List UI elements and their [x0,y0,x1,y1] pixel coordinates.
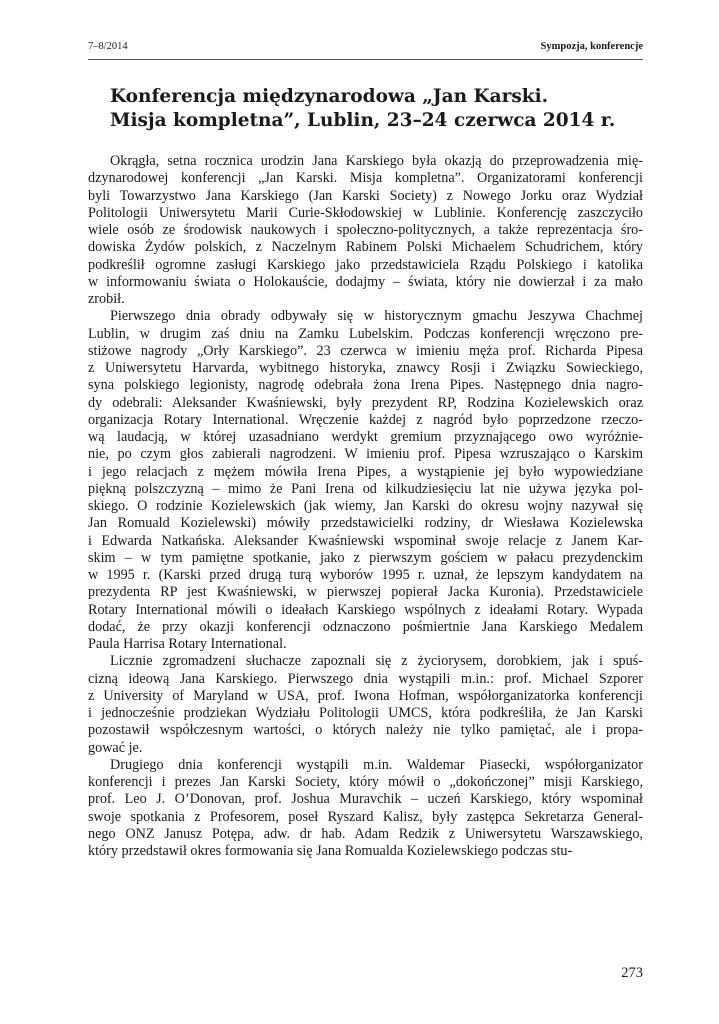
text-line: wą laudacją, w której uzasadniano werdykt gremium przyznającego owo wyróżnie- [88,429,643,445]
text-line: prof. Leo J. O’Donovan, prof. Joshua Muravchik – uczeń Karskiego, który wspominał [88,791,643,808]
text-line: który przedstawił okres formowania się Jana Romualda Kozielewskiego podczas stu- [88,843,573,859]
text-line: konferencji i prezes Jan Karski Society, który mówił o „dokończonej” misji Karskiego, [88,774,643,790]
text-line: prezydenta RP jest Kwaśniewski, w pierwszej popierał Jacka Kuronia). Przedstawiciele [88,584,643,601]
text-line: pozostawił współczesnym wartości, o których należy nie tylko pamiętać, ale i propa- [88,722,643,739]
text-line: Licznie zgromadzeni słuchacze zapoznali się z życiorysem, dorobkiem, jak i spuś- [110,653,643,670]
text-line: Politologii Uniwersytetu Marii Curie-Skłodowskiej w Lublinie. Konferencję zaszczyciło [88,204,643,221]
text-line: w informowaniu świata o Holokauście, dodajmy – świata, który nie dowierzał i za mało [88,273,643,290]
text-line: byli Towarzystwo Jana Karskiego (Jan Karski Society) z Nowego Jorku oraz Wydział [88,187,643,204]
text-line: wiele osób ze środowisk naukowych i społeczno-politycznych, a także reprezentacja śro- [88,222,643,238]
text-line: stiżowe nagrody „Orły Karskiego”. 23 czerwca w imieniu męża prof. Richarda Pipesa [88,342,643,359]
paragraph [88,757,643,861]
text-line: z Uniwersytetu Harvarda, wybitnego historyka, znawcy Rosji i Związku Sowieckiego, [88,360,643,376]
paragraph [88,153,643,308]
text-line: cizną ideową Jana Karskiego. Pierwszego dnia wystąpili m.in.: prof. Michael Szporer [88,670,643,687]
paragraph [88,653,643,757]
text-line: i Edwarda Natkańska. Aleksander Kwaśniewski wspominał swoje relacje z Janem Kar- [88,532,643,549]
text-line: skim – w tym pamiętne spotkanie, jako z pierwszym gościem w pałacu prezydenckim [88,549,643,566]
text-line: Jan Romuald Kozielewski) mówiły przedstawicielki rodziny, dr Wiesława Kozielewska [88,515,643,532]
text-line: Okrągła, setna rocznica urodzin Jana Karskiego była okazją do przeprowadzenia mię- [110,153,643,169]
running-header [88,41,643,57]
text-line: z University of Maryland w USA, prof. Iwona Hofman, współorganizatorka konferencji [88,687,643,704]
text-line: Paula Harrisa Rotary International. [88,636,287,652]
section-title: Sympozja, konferencje [540,41,643,52]
text-line: Lublin, w drugim zaś dniu na Zamku Lubelskim. Podczas konferencji wręczono pre- [88,325,643,342]
text-line: zrobił. [88,291,125,307]
text-line: piękną polszczyzną – mimo że Pani Irena od kilkudziesięciu lat nie używa języka pol- [88,480,643,497]
paragraph [88,308,643,653]
article-body [88,153,643,860]
article-title [110,85,630,133]
article-title-line: Misja kompletna”, Lublin, 23–24 czerwca 2014 r. [110,110,616,132]
text-line: nego ONZ Janusz Potępa, adw. dr hab. Adam Redzik z Uniwersytetu Warszawskiego, [88,825,643,842]
text-line: swoje spotkania z Profesorem, poseł Ryszard Kalisz, były zastępca Sekretarza General- [88,808,643,825]
text-line: gować je. [88,739,143,756]
text-line: i jednocześnie prodziekan Wydziału Politologii UMCS, która podkreśliła, że Jan Karski [88,705,643,721]
text-line: dowiska Żydów polskich, z Naczelnym Rabinem Polski Michaelem Schudrichem, który [88,239,643,256]
page-number: 273 [621,965,643,981]
text-line: dzynarodowej konferencji „Jan Karski. Misja kompletna”. Organizatorami konferencji [88,170,643,187]
text-line: organizacja Rotary International. Wręczenie każdej z nagród było poprzedzone rzeczo- [88,411,643,428]
header-rule [88,59,643,60]
text-line: nie, po czym głos zabierali nagrodzeni. W imieniu prof. Pipesa wzruszająco o Karskim [88,446,643,463]
text-line: Drugiego dnia konferencji wystąpili m.in. Waldemar Piasecki, współorganizator [110,756,643,773]
text-line: podkreślił ogromne zasługi Karskiego jako przedstawiciela Rządu Polskiego i katolika [88,256,643,273]
text-line: dy odebrali: Aleksander Kwaśniewski, były prezydent RP, Rodzina Kozielewskich oraz [88,394,643,411]
text-line: Pierwszego dnia obrady odbywały się w historycznym gmachu Jeszywa Chachmej [110,308,643,325]
issue-number: 7–8/2014 [88,41,128,52]
text-line: w 1995 r. (Karski przed drugą turą wyborów 1995 r. uznał, że lepszym kandydatem na [88,567,643,583]
article-title-line: Konferencja międzynarodowa „Jan Karski. [110,86,549,108]
text-line: i jego relacjach z mężem mówiła Irena Pipes, a wystąpienie jej było wypowiedziane [88,463,643,480]
text-line: skiego. O rodzinie Kozielewskich (jak wiemy, Jan Karski do okresu wojny nazywał się [88,498,643,514]
text-line: dodać, że przy okazji konferencji odznaczono pośmiertnie Jana Karskiego Medalem [88,618,643,635]
text-line: syna polskiego legionisty, nagrodę odebrała żona Irena Pipes. Następnego dnia nagro- [88,377,643,394]
text-line: Rotary International mówili o ideałach Karskiego wspólnych z ideałami Rotary. Wypada [88,601,643,618]
